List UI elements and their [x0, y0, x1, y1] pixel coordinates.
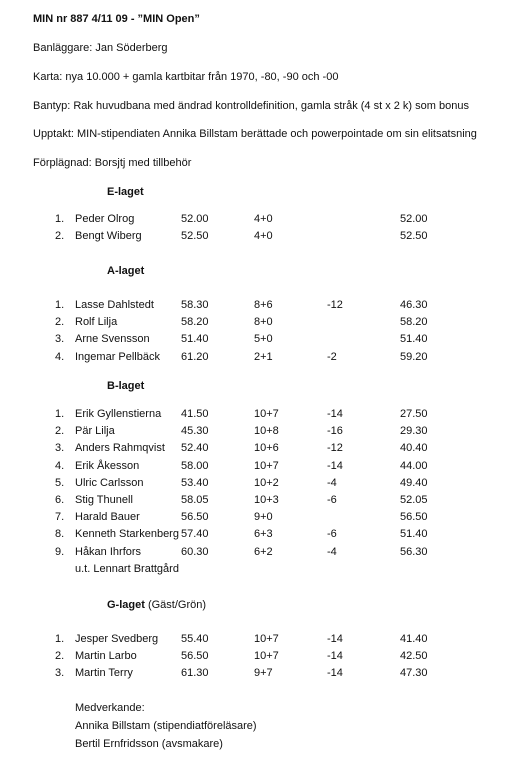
row-name: Arne Svensson — [75, 333, 150, 345]
section-subtitle: (Gäst/Grön) — [144, 599, 207, 611]
credits-heading: Medverkande: — [75, 702, 145, 714]
banlaggare-line: Banläggare: Jan Söderberg — [33, 42, 168, 54]
row-position: 4. — [55, 351, 65, 363]
row-time: 53.40 — [181, 477, 209, 489]
karta-line: Karta: nya 10.000 + gamla kartbitar från 1970, -80, -90 och -00 — [33, 71, 339, 83]
row-position: 4. — [55, 460, 65, 472]
row-name: Martin Terry — [75, 667, 133, 679]
row-time: 60.30 — [181, 546, 209, 558]
row-position: 1. — [55, 299, 65, 311]
row-bonus: -14 — [327, 667, 343, 679]
row-controls: 9+7 — [254, 667, 273, 679]
row-position: 1. — [55, 633, 65, 645]
row-position: 3. — [55, 442, 65, 454]
row-time: 57.40 — [181, 528, 209, 540]
row-name: Harald Bauer — [75, 511, 140, 523]
section-title: E-laget — [107, 186, 144, 198]
row-position: 8. — [55, 528, 65, 540]
row-name: Erik Åkesson — [75, 460, 140, 472]
row-name: Pär Lilja — [75, 425, 115, 437]
row-controls: 10+8 — [254, 425, 279, 437]
row-position: 5. — [55, 477, 65, 489]
row-controls: 10+7 — [254, 460, 279, 472]
row-controls: 10+6 — [254, 442, 279, 454]
row-controls: 6+3 — [254, 528, 273, 540]
row-result: 58.20 — [400, 316, 428, 328]
row-result: 51.40 — [400, 333, 428, 345]
row-time: 61.30 — [181, 667, 209, 679]
row-time: 45.30 — [181, 425, 209, 437]
row-result: 52.05 — [400, 494, 428, 506]
row-controls: 10+3 — [254, 494, 279, 506]
row-controls: 4+0 — [254, 230, 273, 242]
row-controls: 10+7 — [254, 408, 279, 420]
row-bonus: -2 — [327, 351, 337, 363]
row-result: 56.30 — [400, 546, 428, 558]
row-result: 59.20 — [400, 351, 428, 363]
row-time: 56.50 — [181, 650, 209, 662]
row-bonus: -6 — [327, 494, 337, 506]
row-position: 3. — [55, 667, 65, 679]
row-name: Stig Thunell — [75, 494, 133, 506]
row-name: Jesper Svedberg — [75, 633, 159, 645]
row-time: 51.40 — [181, 333, 209, 345]
credits-line: Annika Billstam (stipendiatföreläsare) — [75, 720, 257, 732]
row-position: 9. — [55, 546, 65, 558]
row-time: 55.40 — [181, 633, 209, 645]
row-result: 52.00 — [400, 213, 428, 225]
row-time: 52.50 — [181, 230, 209, 242]
row-controls: 6+2 — [254, 546, 273, 558]
row-name: Bengt Wiberg — [75, 230, 142, 242]
section-title: B-laget — [107, 380, 145, 392]
row-controls: 10+2 — [254, 477, 279, 489]
row-time: 41.50 — [181, 408, 209, 420]
row-controls: 10+7 — [254, 633, 279, 645]
row-position: 1. — [55, 408, 65, 420]
row-bonus: -14 — [327, 460, 343, 472]
row-result: 49.40 — [400, 477, 428, 489]
row-name: Håkan Ihrfors — [75, 546, 142, 558]
row-result: 51.40 — [400, 528, 428, 540]
row-time: 58.05 — [181, 494, 209, 506]
row-result: 29.30 — [400, 425, 428, 437]
row-time: 52.00 — [181, 213, 209, 225]
row-position: 1. — [55, 213, 65, 225]
row-name: Lasse Dahlstedt — [75, 299, 154, 311]
row-controls: 8+0 — [254, 316, 273, 328]
row-result: 42.50 — [400, 650, 428, 662]
row-result: 44.00 — [400, 460, 428, 472]
row-result: 52.50 — [400, 230, 428, 242]
row-result: 56.50 — [400, 511, 428, 523]
row-controls: 5+0 — [254, 333, 273, 345]
row-name: Peder Olrog — [75, 213, 135, 225]
row-position: 2. — [55, 650, 65, 662]
section-title: G-laget (Gäst/Grön) — [107, 599, 207, 611]
row-result: 41.40 — [400, 633, 428, 645]
row-controls: 4+0 — [254, 213, 273, 225]
row-time: 58.30 — [181, 299, 209, 311]
document-title: MIN nr 887 4/11 09 - ”MIN Open” — [33, 13, 200, 25]
row-bonus: -12 — [327, 299, 343, 311]
row-position: 7. — [55, 511, 65, 523]
row-bonus: -4 — [327, 477, 337, 489]
row-time: 58.20 — [181, 316, 209, 328]
row-time: 52.40 — [181, 442, 209, 454]
row-name: Ingemar Pellbäck — [75, 351, 160, 363]
row-name: Kenneth Starkenberg — [75, 528, 179, 540]
row-time: 61.20 — [181, 351, 209, 363]
row-position: 6. — [55, 494, 65, 506]
row-bonus: -6 — [327, 528, 337, 540]
row-position: 2. — [55, 425, 65, 437]
row-controls: 9+0 — [254, 511, 273, 523]
row-time: 56.50 — [181, 511, 209, 523]
row-name: Anders Rahmqvist — [75, 442, 165, 454]
row-name: Erik Gyllenstierna — [75, 408, 162, 420]
row-bonus: -14 — [327, 408, 343, 420]
row-time: 58.00 — [181, 460, 209, 472]
row-bonus: -14 — [327, 633, 343, 645]
row-bonus: -14 — [327, 650, 343, 662]
row-result: 27.50 — [400, 408, 428, 420]
row-result: 40.40 — [400, 442, 428, 454]
row-controls: 10+7 — [254, 650, 279, 662]
section-title: A-laget — [107, 265, 145, 277]
row-controls: 8+6 — [254, 299, 273, 311]
row-bonus: -16 — [327, 425, 343, 437]
row-result: 46.30 — [400, 299, 428, 311]
row-bonus: -12 — [327, 442, 343, 454]
row-position: 2. — [55, 316, 65, 328]
upptakt-line: Upptakt: MIN-stipendiaten Annika Billstam berättade och powerpointade om sin elitsatsning — [33, 128, 477, 140]
row-bonus: -4 — [327, 546, 337, 558]
bantyp-line: Bantyp: Rak huvudbana med ändrad kontrolldefinition, gamla stråk (4 st x 2 k) som bonus — [33, 100, 469, 112]
row-position: 3. — [55, 333, 65, 345]
row-result: 47.30 — [400, 667, 428, 679]
row-name: Rolf Lilja — [75, 316, 118, 328]
row-name: Martin Larbo — [75, 650, 137, 662]
credits-line: Bertil Ernfridsson (avsmakare) — [75, 738, 223, 750]
row-controls: 2+1 — [254, 351, 273, 363]
section-note: u.t. Lennart Brattgård — [75, 563, 179, 575]
row-position: 2. — [55, 230, 65, 242]
row-name: Ulric Carlsson — [75, 477, 144, 489]
forplagnad-line: Förplägnad: Borsjtj med tillbehör — [33, 157, 192, 169]
